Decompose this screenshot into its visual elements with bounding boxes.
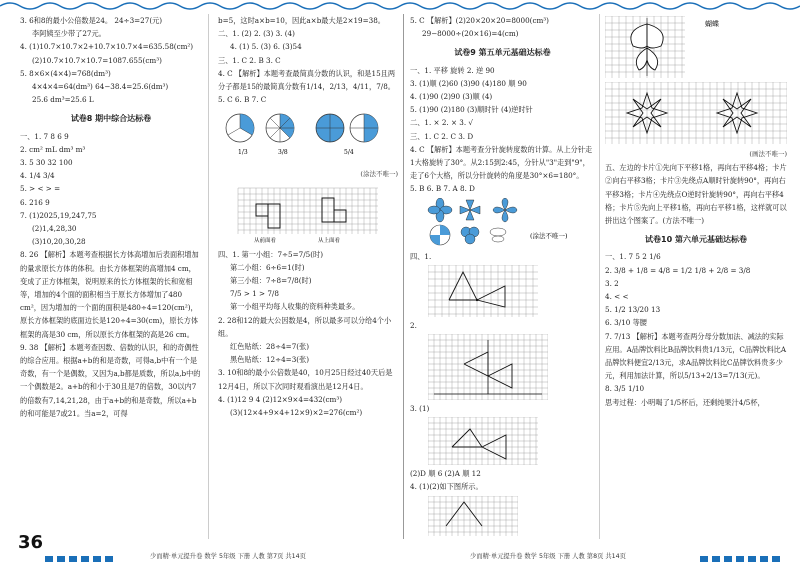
answer-line: 5. > < > =	[20, 184, 61, 194]
grid-figure	[428, 265, 595, 317]
answer-line: (2)D 顺 6 (2)A 顺 12	[410, 469, 481, 479]
fraction-circles	[218, 108, 398, 166]
answer-line: 三、1. C 2. C 3. D	[410, 131, 474, 141]
column-3	[410, 14, 595, 538]
answer-line: 二、1. (2) 2. (3) 3. (4)	[218, 29, 295, 39]
answer-line: 5. C 【解析】(2)20×20×20=8000(cm³)	[410, 16, 549, 25]
butterfly-grid	[605, 16, 787, 80]
grid-figure	[428, 496, 595, 536]
section-title: 试卷10 第六单元基础达标卷	[645, 235, 747, 245]
view-label: 从前面看	[254, 237, 277, 244]
fraction-circles-figure	[218, 108, 398, 166]
star-pattern-figure	[605, 82, 787, 146]
footer-decoration	[700, 547, 784, 566]
view-grid	[218, 184, 398, 246]
footer-text-left: 少而精·单元提升卷 数学 5年级 下册 人教 第7页 共14页	[150, 553, 306, 560]
rotation-grid-1	[428, 265, 538, 317]
answer-line: 4×4×4=64(dm³) 64−38.4=25.6(dm³)	[32, 82, 169, 92]
column-4	[605, 14, 787, 409]
explanation-paragraph: 4. C 【解析】本题考查分针旋转度数的计算。从上分针走1大格旋转了30°。从2:15到2:45，分针从"3"走到"9"，走了6个大格，所以分针旋转的角度是30°×6=180°。	[410, 144, 593, 181]
explanation-paragraph: 8. 26 【解析】本题考查根据长方体高增加后表面积增加的量求原长方体的体积。由长方体框架的高增加4 cm，变成了正方体框架，说明原来的长方体框架的长和宽相等，增加的4个面的面积相当于原长方体增加了480 cm²，因为增加的一个面的面积是480÷4=120(cm²)，原长方体框架的底面边长是120÷4=30(cm)，原长方体框架的高是30 cm，所以原长方体框架的高是26 cm。	[20, 250, 199, 339]
rotation-grid-3	[428, 417, 538, 465]
answer-line: 黑色贴纸：12÷4=3(张)	[230, 355, 310, 365]
answer-line: 3. 10和8的最小公倍数是40，10月25日经过40天后是12月4日，所以下次同时观看演出是12月4日。	[218, 368, 393, 391]
answer-line: 7/5 > 1 > 7/8	[230, 289, 279, 299]
answer-line: 2. cm² mL dm³ m³	[20, 144, 86, 154]
explanation-paragraph: 4. C 【解析】本题考查最简真分数的认识，和是15且两分子都是15的最简真分数有1/14，2/13，4/11，7/8。	[218, 68, 396, 92]
answer-line: 李阿姨至少带了27元。	[32, 29, 106, 39]
grid-lines	[605, 82, 787, 144]
svg-text:1/3: 1/3	[238, 149, 248, 157]
answer-line: 2. 3/8 + 1/8 = 4/8 = 1/2 1/8 + 2/8 = 3/8	[605, 265, 751, 275]
answer-line: 3. (1)顺 (2)60 (3)90 (4)180 顺 90	[410, 78, 527, 88]
answer-line: 一、1. 平移 旋转 2. 逆 90	[410, 65, 495, 75]
answer-line: 5. B 6. B 7. A 8. D	[410, 184, 475, 194]
answer-line: 29−8000÷(20×16)=4(cm)	[422, 29, 519, 39]
answer-line: 7. (1)2025,19,247,75	[20, 210, 97, 220]
answer-line: b=5，这时a×b=10，因此a×b最大是2×19=38。	[218, 16, 385, 25]
explanation-paragraph: 9. 38 【解析】本题考查因数、倍数的认识，和的奇偶性的综合应用。根据a+b的和是奇数，可得a,b中有一个是奇数，有一个是偶数，又因为a,b都是质数，所以a,b中的一个偶数是2。a+b的和小于30且是7的倍数，30以内7的倍数有7,14,21,28，由于a+b的和是奇数，所以a+b的和可能是7或21。当a=2，可得	[20, 342, 201, 418]
figure-note: (涂法不唯一)	[530, 231, 568, 240]
answer-line: 2.	[410, 320, 417, 330]
section-title: 试卷8 期中综合达标卷	[70, 114, 152, 124]
answer-line: 第一小组平均每人收集的资料种类最多。	[230, 302, 360, 312]
svg-text:3/8: 3/8	[278, 149, 288, 157]
svg-text:5/4: 5/4	[344, 149, 354, 157]
footer-decoration	[45, 547, 117, 566]
answer-line: (3)(12×4+9×4+12×9)×2=276(cm²)	[230, 408, 363, 418]
answer-line: 3. (1)	[410, 404, 430, 414]
grid-lines	[428, 496, 518, 536]
answer-line: 3. 6和8的最小公倍数是24。 24÷3=27(元)	[20, 16, 163, 25]
answer-line: 一、1. 7 5 2 1/6	[605, 252, 661, 262]
answer-line: 5. 8×6×(4×4)=768(dm³)	[20, 68, 111, 78]
answer-line: 5. (1)90 (2)180 (3)顺时针 (4)逆时针	[410, 105, 533, 115]
star-patterns	[605, 82, 787, 146]
answer-line: 5. C 6. B 7. C	[218, 95, 267, 105]
answer-line: 6. 3/10 等腰	[605, 318, 647, 328]
column-divider	[208, 14, 209, 539]
explanation-paragraph: 7. 7/13 【解析】本题考查两分母分数加法、减法的实际应用。A品牌饮料比B品牌饮料贵1/13元，C品牌饮料比A品牌饮料便宜2/13元，求A品牌饮料比C品牌饮料贵多少元，利用加法计算，所以5/13+2/13=7/13(元)。	[605, 331, 787, 381]
page-number: 36	[18, 532, 44, 553]
answer-line: 第三小组：7÷8=7/8(时)	[230, 276, 312, 286]
view-grid-figure	[218, 184, 398, 246]
answer-line: 6. 216 9	[20, 197, 50, 207]
answer-line: 4. (1)90 (2)90 (3)顺 (4)	[410, 92, 493, 102]
answer-line: 4. (1) 5. (3) 6. (3)54	[230, 42, 302, 52]
footer-text-right: 少而精·单元提升卷 数学 5年级 下册 人教 第8页 共14页	[470, 553, 626, 560]
explanation-paragraph: 五、左边的卡片①先向下平移1格，再向右平移4格；卡片②向右平移3格；卡片③先绕点A顺时针旋转90°，再向右平移3格；卡片④先绕点O逆时针旋转90°，再向右平移4格；卡片⑤先向上平移1格，再向右平移1格，这样就可以拼出这个图案了。(方法不唯一)	[605, 163, 787, 226]
rotation-grid-2	[428, 334, 548, 400]
rotation-grid-4	[428, 496, 518, 536]
figure-note: (画法不唯一)	[749, 150, 787, 158]
answer-line: (2)10.7×10.7×10.7=1087.655(cm³)	[32, 55, 162, 65]
butterfly-figure	[605, 16, 787, 80]
answer-line: (3)10,20,30,28	[32, 237, 86, 247]
answer-line: 3. 5 30 32 100	[20, 158, 73, 168]
answer-line: 2. 28和12的最大公因数是4，所以最多可以分给4个小组。	[218, 315, 392, 338]
answer-line: 思考过程：小明喝了1/5杯后，还剩纯果汁4/5杯，	[605, 397, 765, 407]
answer-line: 25.6 dm³=25.6 L	[32, 95, 94, 105]
answer-line: 四、1. 第一小组：7÷5=7/5(时)	[218, 249, 324, 259]
grid-lines	[238, 188, 378, 234]
answer-line: 第二小组：6÷6=1(时)	[230, 262, 305, 272]
answer-line: 一、1. 7 8 6 9	[20, 131, 69, 141]
page-fold	[403, 14, 404, 539]
top-wave	[0, 0, 800, 10]
pattern-figures	[410, 198, 595, 248]
answer-line: 4. (1)(2)如下图所示。	[410, 482, 483, 492]
column-1	[20, 14, 202, 420]
grid-lines	[428, 417, 538, 465]
grid-figure	[428, 417, 595, 465]
answer-line: 四、1.	[410, 251, 432, 261]
column-2	[218, 14, 398, 419]
column-divider	[599, 14, 600, 539]
figure-note: (涂法不唯一)	[360, 170, 398, 179]
answer-line: 4. < <	[605, 292, 629, 302]
answer-line: (2)1,4,28,30	[32, 224, 77, 234]
answer-line: 4. (1)12 9 4 (2)12×9×4=432(cm³)	[218, 394, 343, 404]
answer-line: 二、1. × 2. × 3. √	[410, 118, 473, 128]
figure-caption: 蝴蝶	[705, 20, 719, 28]
rotation-patterns	[410, 198, 595, 248]
answer-line: 4. 1/4 3/4	[20, 171, 55, 181]
section-title: 试卷9 第五单元基础达标卷	[454, 48, 551, 58]
grid-lines	[428, 265, 538, 317]
answer-line: 8. 3/5 1/10	[605, 384, 645, 394]
answer-line: 三、1. C 2. B 3. C	[218, 55, 281, 65]
answer-line: 3. 2	[605, 278, 619, 288]
answer-line: 5. 1/2 13/20 13	[605, 305, 661, 315]
grid-figure	[428, 334, 595, 400]
view-label: 从上面看	[318, 237, 341, 244]
answer-line: 红色贴纸：28÷4=7(张)	[230, 342, 310, 352]
answer-line: 4. (1)10.7×10.7×2+10.7×10.7×4=635.58(cm²)	[20, 42, 194, 52]
